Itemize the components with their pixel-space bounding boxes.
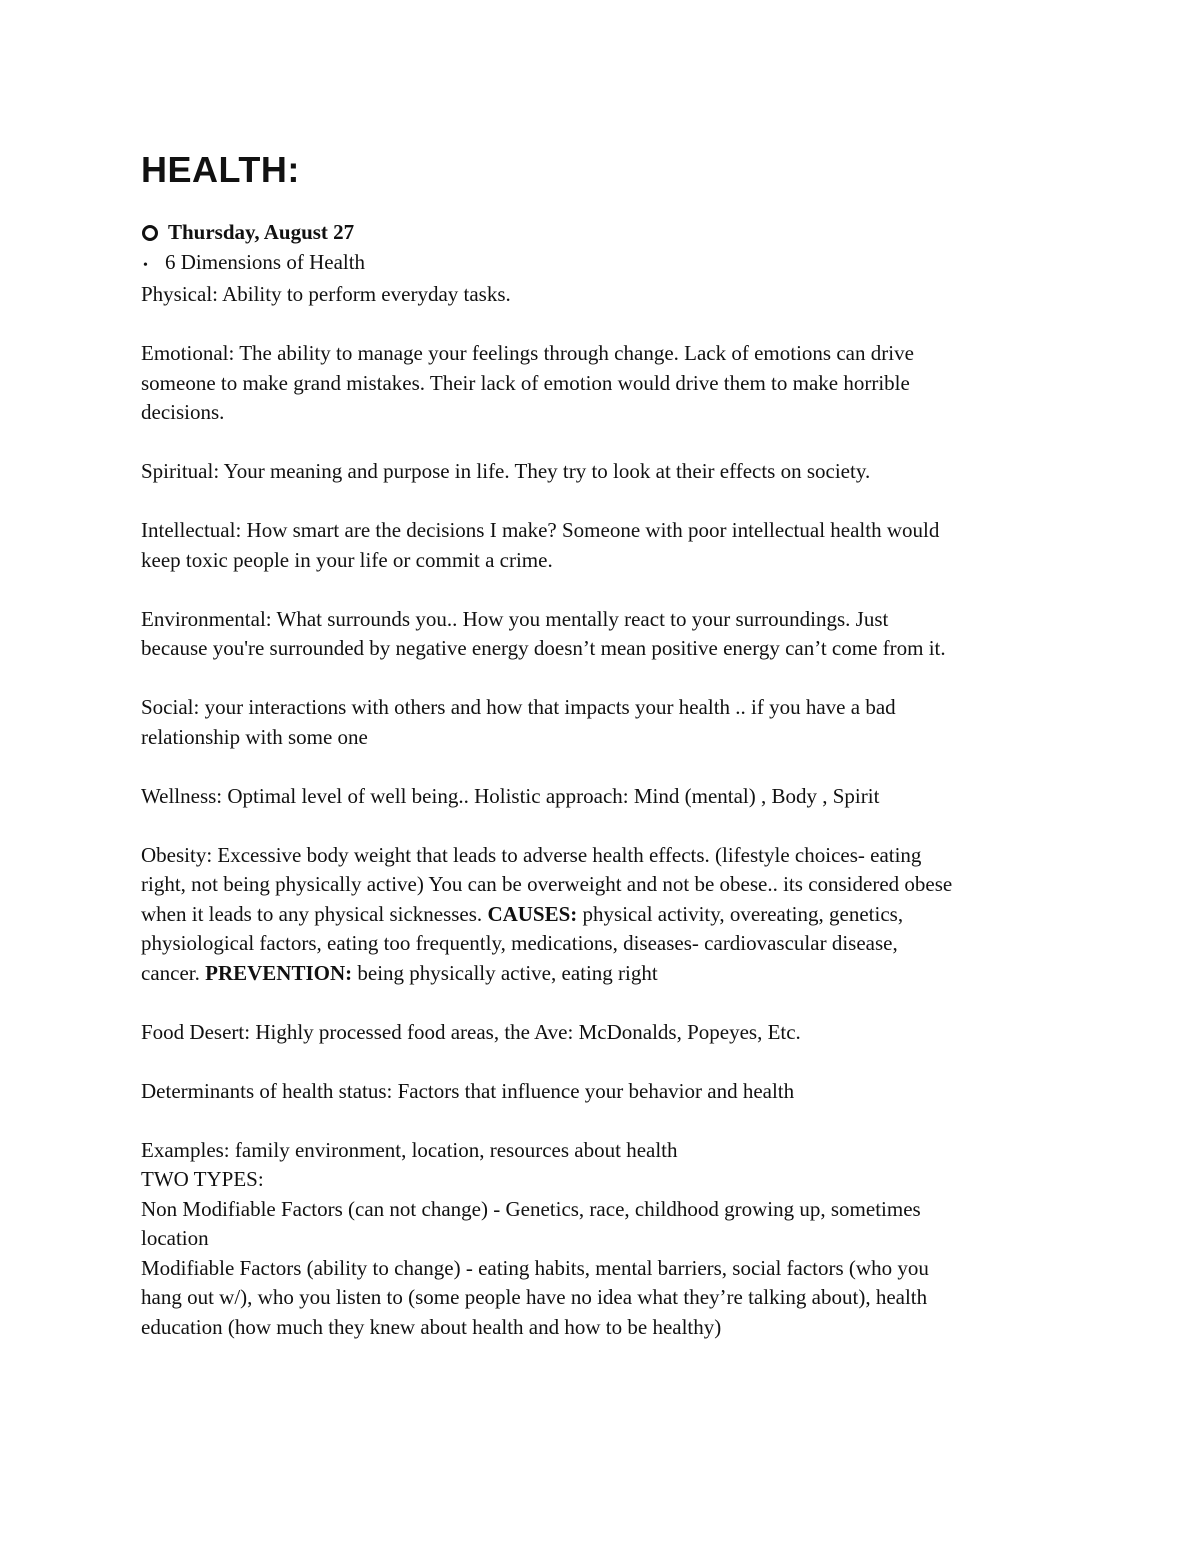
spiritual-paragraph: Spiritual: Your meaning and purpose in life. They try to look at their effects on society. (141, 459, 871, 483)
circle-bullet-icon (142, 225, 158, 241)
paragraph-line: Emotional: The ability to manage your feelings through change. Lack of emotions can drive (141, 341, 914, 365)
paragraph-line: physiological factors, eating too frequently, medications, diseases- cardiovascular disease, (141, 931, 898, 955)
two-types-line: TWO TYPES: (141, 1167, 264, 1191)
text-run: cancer. (141, 960, 206, 985)
food-desert-paragraph: Food Desert: Highly processed food areas, the Ave: McDonalds, Popeyes, Etc. (141, 1019, 801, 1044)
paragraph-line: Obesity: Excessive body weight that leads to adverse health effects. (lifestyle choices- eating (141, 842, 922, 867)
non-modifiable-paragraph (141, 1195, 1061, 1254)
paragraph-line: education (how much they knew about health and how to be healthy) (141, 1314, 722, 1339)
paragraph-line: decisions. (141, 400, 225, 424)
paragraph-line: Intellectual: How smart are the decisions I make? Someone with poor intellectual health would (141, 518, 940, 542)
paragraph-line: right, not being physically active) You can be overweight and not be obese.. its considered obese (141, 872, 953, 896)
physical-definition: Physical: Ability to perform everyday tasks. (141, 282, 511, 306)
modifiable-paragraph (141, 1254, 1061, 1343)
environmental-paragraph (141, 605, 1061, 664)
social-paragraph (141, 693, 1061, 752)
bullet-dot-icon: • (143, 257, 148, 273)
document-page (141, 148, 1061, 1342)
date-text: Thursday, August 27 (168, 220, 355, 244)
paragraph-line: Non Modifiable Factors (can not change) - Genetics, race, childhood growing up, sometimes (141, 1196, 921, 1221)
causes-label: CAUSES: (487, 901, 578, 926)
paragraph-line: relationship with some one (141, 724, 368, 749)
paragraph-line: hang out w/), who you listen to (some people have no idea what they’re talking about), health (141, 1285, 928, 1309)
paragraph-line: location (141, 1226, 209, 1250)
paragraph-line: Social: your interactions with others and how that impacts your health .. if you have a bad (141, 695, 896, 719)
emotional-paragraph (141, 339, 1061, 428)
paragraph-line: someone to make grand mistakes. Their lack of emotion would drive them to make horrible (141, 370, 910, 395)
paragraph-line: Environmental: What surrounds you.. How you mentally react to your surroundings. Just (141, 606, 889, 631)
intellectual-paragraph (141, 516, 1061, 575)
paragraph-line (141, 900, 1061, 930)
obesity-paragraph (141, 841, 1061, 989)
paragraph-line (141, 959, 1061, 989)
text-run: when it leads to any physical sicknesses. (141, 901, 488, 926)
paragraph-line: because you're surrounded by negative energy doesn’t mean positive energy can’t come from it. (141, 636, 946, 660)
text-run: being physically active, eating right (352, 960, 658, 985)
notes-body (141, 218, 1061, 1342)
bullet-item (141, 248, 1061, 281)
text-run: physical activity, overeating, genetics, (577, 901, 904, 926)
paragraph-line: Modifiable Factors (ability to change) - eating habits, mental barriers, social factors (who you (141, 1255, 929, 1280)
prevention-label: PREVENTION: (205, 960, 353, 985)
document-title: HEALTH: (141, 149, 300, 190)
wellness-paragraph: Wellness: Optimal level of well being.. Holistic approach: Mind (mental) , Body , Spirit (141, 783, 880, 808)
examples-line: Examples: family environment, location, resources about health (141, 1137, 678, 1162)
paragraph-line: keep toxic people in your life or commit a crime. (141, 547, 553, 572)
date-heading (141, 218, 1061, 248)
determinants-paragraph: Determinants of health status: Factors that influence your behavior and health (141, 1078, 795, 1103)
bullet-item-text: 6 Dimensions of Health (165, 249, 366, 274)
